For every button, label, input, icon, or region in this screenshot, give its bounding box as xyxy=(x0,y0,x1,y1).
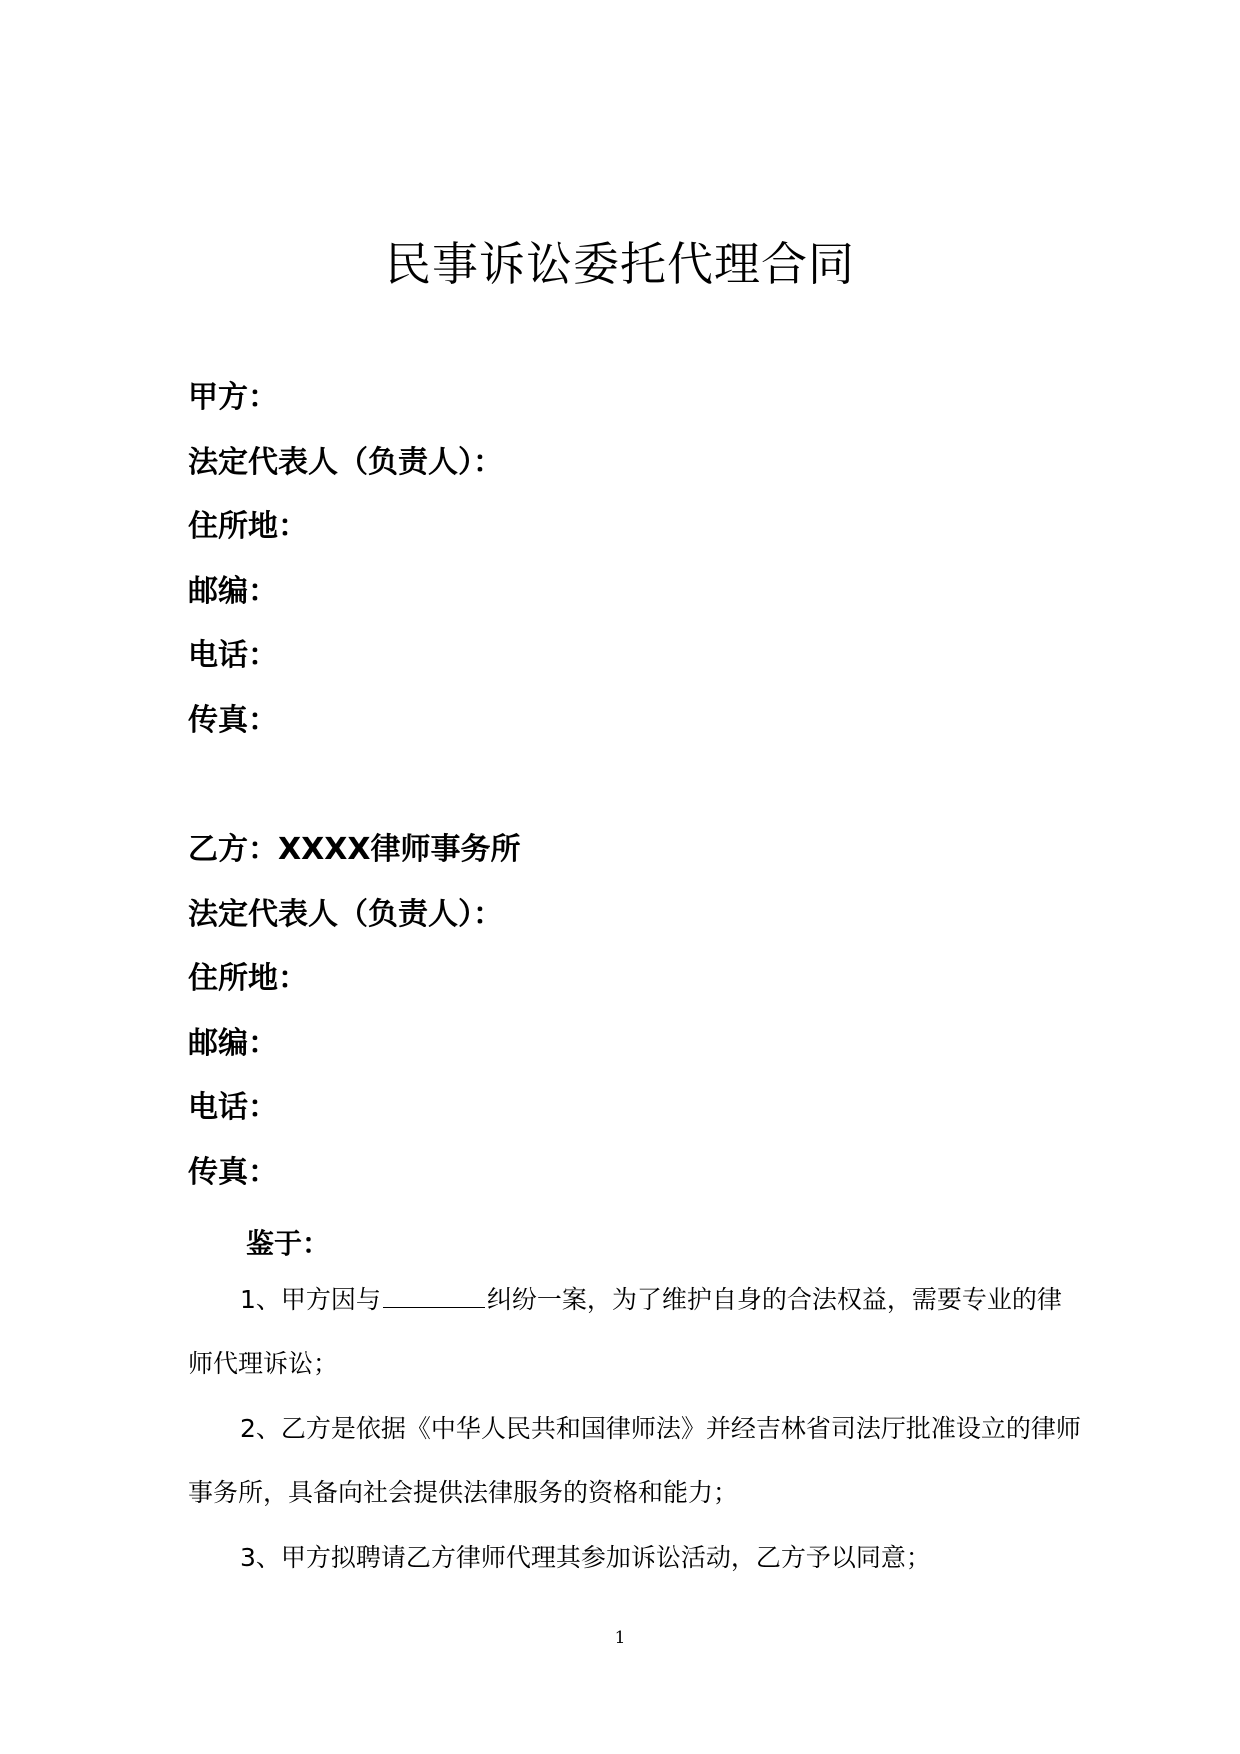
clause-1-suffix: 纠纷一案，为了维护自身的合法权益，需要专业的律 xyxy=(486,1285,1062,1314)
fill-in-blank[interactable] xyxy=(383,1285,485,1308)
party-a-phone: 电话： xyxy=(188,638,278,673)
party-a-label: 甲方： xyxy=(188,380,278,415)
party-b-label: 乙方：XXXX律师事务所 xyxy=(188,832,521,867)
party-a-fax: 传真： xyxy=(188,703,278,738)
party-a-address: 住所地： xyxy=(188,509,308,544)
clause-1-line-1 xyxy=(240,1280,1062,1316)
whereas-heading: 鉴于： xyxy=(246,1227,331,1260)
clause-1-line-2: 师代理诉讼； xyxy=(188,1349,339,1378)
clause-2-line-1: 2、乙方是依据《中华人民共和国律师法》并经吉林省司法厅批准设立的律师 xyxy=(240,1414,1081,1443)
party-a-legal-rep: 法定代表人（负责人）： xyxy=(188,445,503,480)
page-number: 1 xyxy=(614,1628,626,1648)
clause-3-line-1: 3、甲方拟聘请乙方律师代理其参加诉讼活动，乙方予以同意； xyxy=(240,1543,931,1572)
party-a-postcode: 邮编： xyxy=(188,574,278,609)
clause-2-line-2: 事务所，具备向社会提供法律服务的资格和能力； xyxy=(188,1478,739,1507)
document-title: 民事诉讼委托代理合同 xyxy=(385,237,855,291)
party-b-postcode: 邮编： xyxy=(188,1026,278,1061)
party-b-fax: 传真： xyxy=(188,1155,278,1190)
clause-1-prefix: 1、甲方因与 xyxy=(240,1285,381,1314)
party-b-address: 住所地： xyxy=(188,961,308,996)
party-b-phone: 电话： xyxy=(188,1090,278,1125)
party-b-legal-rep: 法定代表人（负责人）： xyxy=(188,897,503,932)
